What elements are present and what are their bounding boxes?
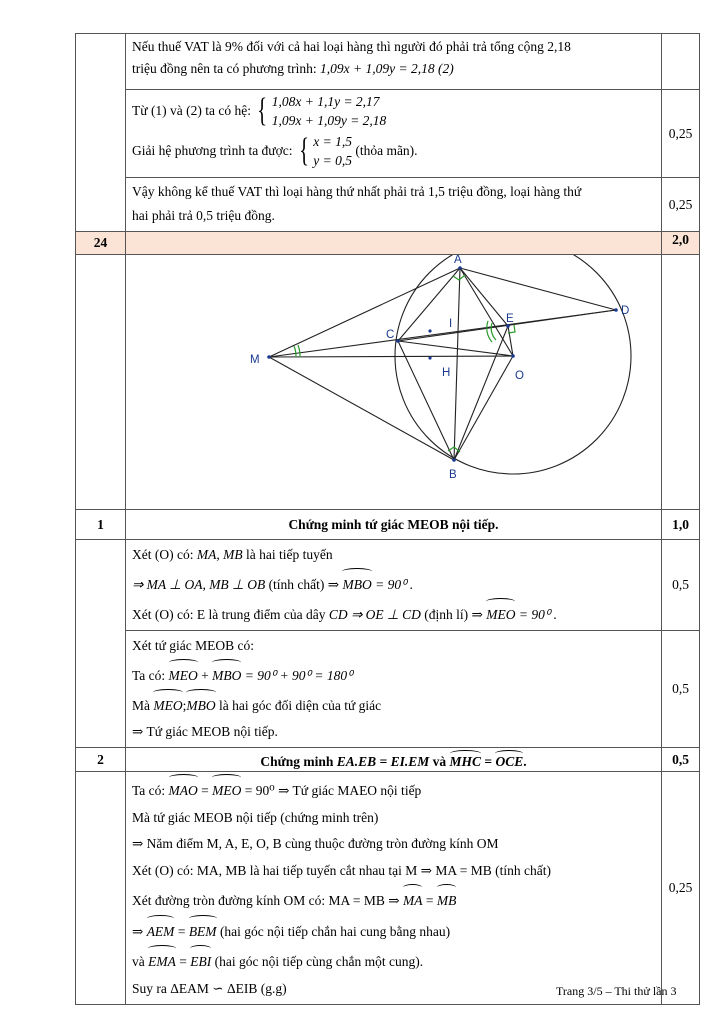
q23-conc-line1: Vậy không kể thuế VAT thì loại hàng thứ nhất phải trả 1,5 triệu đồng, loại hàng thứ [132, 184, 582, 199]
part1-number-empty [76, 540, 126, 748]
part1-b-line2: Ta có: MEO + MBO = 90⁰ + 90⁰ = 180⁰ [132, 659, 655, 689]
part2-line6: ⇒ AEM = BEM (hai góc nội tiếp chắn hai cung bằng nhau) [132, 915, 655, 946]
part1-b-line1: Xét tứ giác MEOB có: [132, 638, 255, 653]
q23-score-empty [662, 34, 700, 90]
q24-header-empty [126, 232, 662, 255]
part1-b-cell [126, 631, 662, 748]
part1-score: 1,0 [662, 510, 700, 540]
part1-a-line2: ⇒ MA ⊥ OA, MB ⊥ OB (tính chất) ⇒ MBO = 90⁰ . [132, 568, 655, 598]
part2-score-a: 0,25 [662, 772, 700, 1005]
q23-line2: triệu đồng nên ta có phương trình: 1,09x + 1,09y = 2,18 (2) [132, 61, 454, 76]
label-B: B [449, 469, 457, 481]
label-C: C [386, 329, 395, 341]
part1-a-cell [126, 540, 662, 631]
part2-line4: Xét (O) có: MA, MB là hai tiếp tuyến cắt nhau tại M ⇒ MA = MB (tính chất) [132, 862, 551, 878]
circle-O [395, 255, 631, 474]
figure-right-empty [662, 255, 700, 510]
part2-line2: Mà tứ giác MEOB nội tiếp (chứng minh trên) [132, 809, 379, 825]
q24-number: 24 [76, 232, 126, 255]
part1-a-line1: Xét (O) có: MA, MB là hai tiếp tuyến [132, 547, 333, 562]
part1-a-line3: Xét (O) có: E là trung điểm của dây CD ⇒ OE ⊥ CD (định lí) ⇒ MEO = 90⁰ . [132, 598, 655, 628]
q23-conclusion-cell [126, 178, 662, 232]
part2-number: 2 [76, 748, 126, 772]
figure-left-empty [76, 255, 126, 510]
figure-cell [126, 255, 662, 510]
q23-system: Từ (1) và (2) ta có hệ: { 1,08x + 1,1y = 2,17 1,09x + 1,09y = 2,18 [132, 92, 387, 129]
q23-eq2-cell [126, 34, 662, 90]
part2-line7: và EMA = EBI (hai góc nội tiếp cùng chắn một cung). [132, 945, 655, 976]
label-D: D [621, 305, 630, 317]
part2-score: 0,5 [662, 748, 700, 772]
label-H: H [442, 367, 451, 379]
label-A: A [454, 255, 462, 266]
page-footer: Trang 3/5 – Thi thử lần 3 [556, 984, 677, 998]
label-E: E [506, 313, 514, 325]
part2-number-empty [76, 772, 126, 1005]
answer-table [75, 33, 700, 1005]
q23-score-a: 0,25 [662, 90, 700, 178]
q23-score-b: 0,25 [662, 178, 700, 232]
label-M: M [250, 354, 260, 366]
label-O: O [515, 370, 524, 382]
q23-conc-line2: hai phải trả 0,5 triệu đồng. [132, 208, 275, 223]
part2-cell [126, 772, 662, 1005]
q23-solution: Giải hệ phương trình ta được: { x = 1,5 y = 0,5 (thỏa mãn). [132, 132, 418, 169]
part2-line1: Ta có: MAO = MEO = 90⁰ ⇒ Tứ giác MAEO nội tiếp [132, 774, 655, 805]
part2-title: Chứng minh EA.EB = EI.EM và MHC = OCE. [126, 748, 662, 772]
q23-number-cell [76, 34, 126, 232]
label-I: I [449, 318, 453, 330]
geometry-figure [126, 255, 662, 505]
part1-b-line3: Mà MEO;MBO là hai góc đối diện của tứ giác [132, 689, 655, 719]
q24-total: 2,0 [662, 232, 700, 255]
part1-score-b: 0,5 [662, 631, 700, 748]
part1-title: Chứng minh tứ giác MEOB nội tiếp. [126, 510, 662, 540]
part1-score-a: 0,5 [662, 540, 700, 631]
part1-number: 1 [76, 510, 126, 540]
q23-system-cell [126, 90, 662, 178]
part2-line8: Suy ra ΔEAM ∽ ΔEIB (g.g) [132, 980, 287, 996]
part1-b-line4: ⇒ Tứ giác MEOB nội tiếp. [132, 724, 278, 739]
q23-line1: Nếu thuế VAT là 9% đối với cả hai loại hàng thì người đó phải trả tổng cộng 2,18 [132, 39, 571, 54]
part2-line5: Xét đường tròn đường kính OM có: MA = MB ⇒ MA = MB [132, 884, 655, 915]
part2-line3: ⇒ Năm điểm M, A, E, O, B cùng thuộc đường tròn đường kính OM [132, 836, 499, 851]
